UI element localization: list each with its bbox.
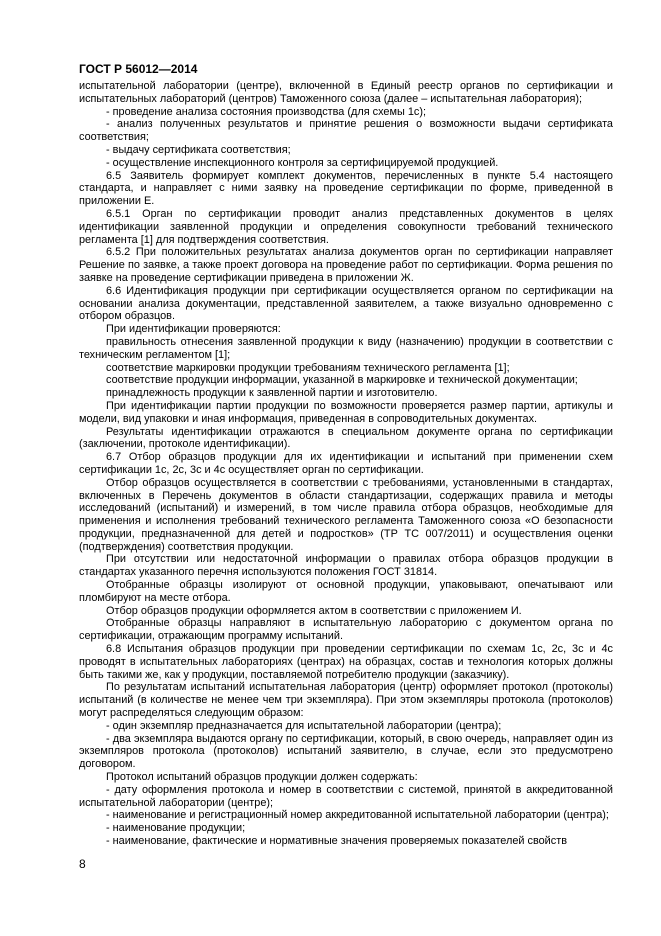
paragraph: Результаты идентификации отражаются в специальном документе органа по сертификации (заключении, протоколе идентификации). <box>79 425 613 451</box>
paragraph: Протокол испытаний образцов продукции должен содержать: <box>106 771 418 784</box>
paragraph: 6.7 Отбор образцов продукции для их идентификации и испытаний при применении схем сертификации 1с, 2с, 3с и 4с осуществляет орган по сертификации. <box>79 451 613 476</box>
paragraph: 6.8 Испытания образцов продукции при проведении сертификации по схемам 1с, 2с, 3с и 4с проводят в испытательных лабораториях (центрах) на образцах, состав и технология которых должны быть такими же, как у продукции, поставляемой потребителю продукции (заказчику). <box>79 643 613 681</box>
paragraph: соответствие продукции информации, указанной в маркировке и технической документации; <box>106 374 578 387</box>
paragraph: При идентификации партии продукции по возможности проверяется размер партии, артикулы и модели, вид упаковки и иная информация, приведенная в сопроводительных документах. <box>79 399 613 425</box>
paragraph: правильность отнесения заявленной продукции к виду (назначению) продукции в соответствии с техническим регламентом [1]; <box>79 335 613 361</box>
paragraph: 6.5.2 При положительных результатах анализа документов орган по сертификации направляет Решение по заявке, а также проект договора на проведение работ по сертификации. Форма решения по заявке на проведение сертификации приведена в приложении Ж. <box>79 246 613 284</box>
paragraph: - два экземпляра выдаются органу по сертификации, который, в свою очередь, направляет один из экземпляров протокола (протоколов) испытаний заявителю, в случае, если это предусмотрено договором. <box>79 732 613 771</box>
paragraph: 6.6 Идентификация продукции при сертификации осуществляется органом по сертификации на основании анализа документации, представленной заявителем, а также визуально одновременно с отбором образцов. <box>79 284 613 323</box>
paragraph: - выдачу сертификата соответствия; <box>106 143 291 156</box>
document-code-header: ГОСТ Р 56012—2014 <box>79 62 198 76</box>
paragraph: 6.5 Заявитель формирует комплект документов, перечисленных в пункте 5.4 настоящего стандарта, и направляет с ними заявку на проведение сертификации по форме, приведенной в приложении Е. <box>79 169 613 208</box>
paragraph: - один экземпляр предназначается для испытательной лаборатории (центра); <box>106 719 502 732</box>
paragraph: 6.5.1 Орган по сертификации проводит анализ представленных документов в целях идентификации заявленной продукции и определения совокупности требований технического регламента [1] для подтверждения соответствия. <box>79 207 613 246</box>
paragraph: По результатам испытаний испытательная лаборатория (центр) оформляет протокол (протоколы) испытаний (в количестве не менее чем три экземпляра). При этом экземпляры протокола (протоколов) могут распределяться следующим образом: <box>79 681 613 720</box>
paragraph: - анализ полученных результатов и принятие решения о возможности выдачи сертификата соответствия; <box>79 118 613 144</box>
paragraph: - дату оформления протокола и номер в соответствии с системой, принятой в аккредитованной испытательной лаборатории (центре); <box>79 783 613 809</box>
paragraph: принадлежность продукции к заявленной партии и изготовителю. <box>106 387 438 400</box>
paragraph: При идентификации проверяются: <box>106 323 281 336</box>
paragraph: Отобранные образцы изолируют от основной продукции, упаковывают, опечатывают или пломбируют на месте отбора. <box>79 579 613 604</box>
paragraph: - проведение анализа состояния производства (для схемы 1с); <box>106 105 426 118</box>
paragraph: испытательной лаборатории (центре), включенной в Единый реестр органов по сертификации и испытательных лабораторий (центров) Таможенного союза (далее – испытательная лаборатория); <box>79 80 613 105</box>
paragraph: - наименование и регистрационный номер аккредитованной испытательной лаборатории (центра); <box>106 809 609 822</box>
paragraph: Отобранные образцы направляют в испытательную лабораторию с документом органа по сертификации, отражающим программу испытаний. <box>79 617 613 643</box>
paragraph: - наименование продукции; <box>106 822 246 835</box>
document-body <box>79 80 613 848</box>
paragraph: Отбор образцов продукции оформляется актом в соответствии с приложением И. <box>106 604 522 617</box>
paragraph: - наименование, фактические и нормативные значения проверяемых показателей свойств <box>106 835 567 848</box>
paragraph: соответствие маркировки продукции требованиям технического регламента [1]; <box>106 361 510 374</box>
paragraph: Отбор образцов осуществляется в соответствии с требованиями, установленными в стандартах, включенных в Перечень документов в области стандартизации, содержащих правила и методы исследований (испытаний) и измерений, в том числе правила отбора образцов, необходимые для применения и исполнения требований технического регламента Таможенного союза «О безопасности продукции, предназначенной для детей и подростков» (ТР ТС 007/2011) и осуществления оценки (подтверждения) соответствия продукции. <box>79 476 613 553</box>
page-number: 8 <box>79 857 86 871</box>
paragraph: - осуществление инспекционного контроля за сертифицируемой продукцией. <box>106 156 499 169</box>
paragraph: При отсутствии или недостаточной информации о правилах отбора образцов продукции в стандартах указанного перечня используются положения ГОСТ 31814. <box>79 553 613 579</box>
